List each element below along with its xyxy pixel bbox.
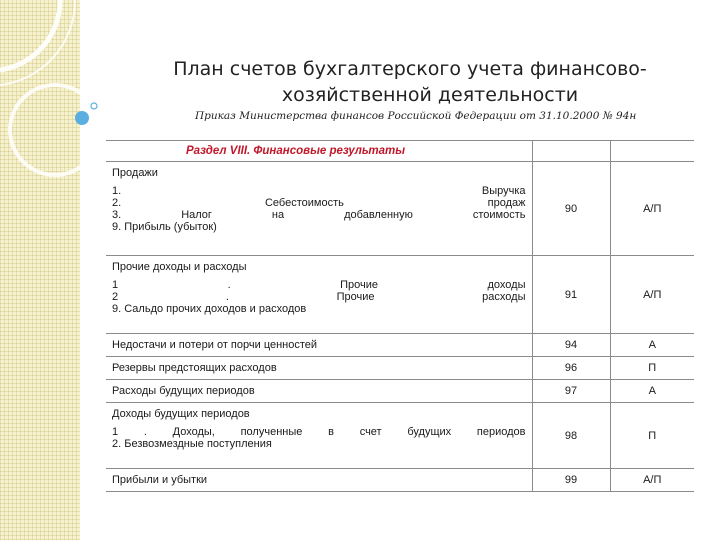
subaccount-word: 2. bbox=[112, 197, 122, 209]
subaccount-word: периодов bbox=[476, 426, 526, 438]
account-group-label: Продажи bbox=[112, 167, 158, 179]
account-type: П bbox=[610, 403, 694, 469]
account-type: А/П bbox=[610, 256, 694, 334]
subaccount-word: 2. Безвозмездные поступления bbox=[112, 438, 272, 450]
subaccount-line bbox=[112, 279, 526, 291]
subaccount-line bbox=[112, 209, 526, 221]
subaccount-word: в bbox=[328, 426, 334, 438]
subaccount-word: 3. bbox=[112, 209, 122, 221]
account-name-cell bbox=[106, 162, 532, 256]
subaccount-line bbox=[112, 197, 526, 209]
subaccount-line bbox=[112, 291, 526, 303]
account-type: А bbox=[610, 334, 694, 357]
subaccount-word: . bbox=[225, 291, 229, 303]
account-row bbox=[106, 469, 694, 492]
subaccount-word: продаж bbox=[487, 197, 526, 209]
subaccount-word: Прочие bbox=[340, 279, 379, 291]
account-row bbox=[106, 357, 694, 380]
subaccount-word: 1 bbox=[112, 426, 119, 438]
account-name-cell: Расходы будущих периодов bbox=[106, 380, 532, 403]
section-header-row bbox=[106, 141, 694, 162]
accounts-table bbox=[106, 140, 694, 492]
subaccount-word: 1 bbox=[112, 279, 119, 291]
title-line-1: План счетов бухгалтерского учета финансово- bbox=[173, 58, 647, 80]
subaccount-line bbox=[112, 438, 526, 450]
account-type: А/П bbox=[610, 469, 694, 492]
account-type: А/П bbox=[610, 162, 694, 256]
subaccount-word: 2 bbox=[112, 291, 119, 303]
subaccount-word: будущих bbox=[407, 426, 452, 438]
subaccount-word: 9. Прибыль (убыток) bbox=[112, 221, 217, 233]
subaccount-word: доходы bbox=[487, 279, 526, 291]
account-number: 99 bbox=[532, 469, 610, 492]
page-subtitle: Приказ Министерства финансов Российской Федерации от 31.10.2000 № 94н bbox=[195, 110, 637, 122]
subaccount-word: . bbox=[227, 279, 231, 291]
account-row bbox=[106, 162, 694, 256]
subaccount-line bbox=[112, 185, 526, 197]
subaccount-word: . bbox=[143, 426, 147, 438]
account-row bbox=[106, 380, 694, 403]
account-name-cell bbox=[106, 256, 532, 334]
account-number: 94 bbox=[532, 334, 610, 357]
subaccount-word: 9. Сальдо прочих доходов и расходов bbox=[112, 303, 307, 315]
subaccount-word: Себестоимость bbox=[264, 197, 344, 209]
subaccount-line bbox=[112, 303, 526, 315]
decorative-arcs bbox=[0, 0, 110, 200]
account-row bbox=[106, 403, 694, 469]
blue-dot-small bbox=[91, 103, 97, 109]
account-number: 90 bbox=[532, 162, 610, 256]
account-number: 96 bbox=[532, 357, 610, 380]
subaccount-word: Налог bbox=[181, 209, 212, 221]
blue-dot-large bbox=[75, 111, 89, 125]
subaccount-line bbox=[112, 221, 526, 233]
page-title bbox=[140, 56, 680, 108]
account-group-label: Доходы будущих периодов bbox=[112, 408, 250, 420]
subaccount-word: счет bbox=[359, 426, 382, 438]
subaccount-word: Доходы, bbox=[172, 426, 215, 438]
account-number: 98 bbox=[532, 403, 610, 469]
account-name-cell: Резервы предстоящих расходов bbox=[106, 357, 532, 380]
title-line-2: хозяйственной деятельности bbox=[281, 84, 579, 106]
account-name-cell: Прибыли и убытки bbox=[106, 469, 532, 492]
account-type: П bbox=[610, 357, 694, 380]
subaccount-word: на bbox=[271, 209, 285, 221]
section-title: Раздел VIII. Финансовые результаты bbox=[106, 141, 532, 162]
account-name-cell bbox=[106, 403, 532, 469]
subaccount-word: Прочие bbox=[336, 291, 375, 303]
subaccount-word: расходы bbox=[482, 291, 526, 303]
decorative-side-strip bbox=[0, 0, 80, 540]
account-row bbox=[106, 256, 694, 334]
account-number: 91 bbox=[532, 256, 610, 334]
account-row bbox=[106, 334, 694, 357]
subaccount-word: стоимость bbox=[472, 209, 526, 221]
account-group-label: Прочие доходы и расходы bbox=[112, 261, 247, 273]
subaccount-word: добавленную bbox=[344, 209, 413, 221]
subaccount-word: Выручка bbox=[481, 185, 526, 197]
account-number: 97 bbox=[532, 380, 610, 403]
account-name-cell: Недостачи и потери от порчи ценностей bbox=[106, 334, 532, 357]
subaccount-line bbox=[112, 426, 526, 438]
subaccount-word: 1. bbox=[112, 185, 122, 197]
subaccount-word: полученные bbox=[240, 426, 303, 438]
account-type: А bbox=[610, 380, 694, 403]
